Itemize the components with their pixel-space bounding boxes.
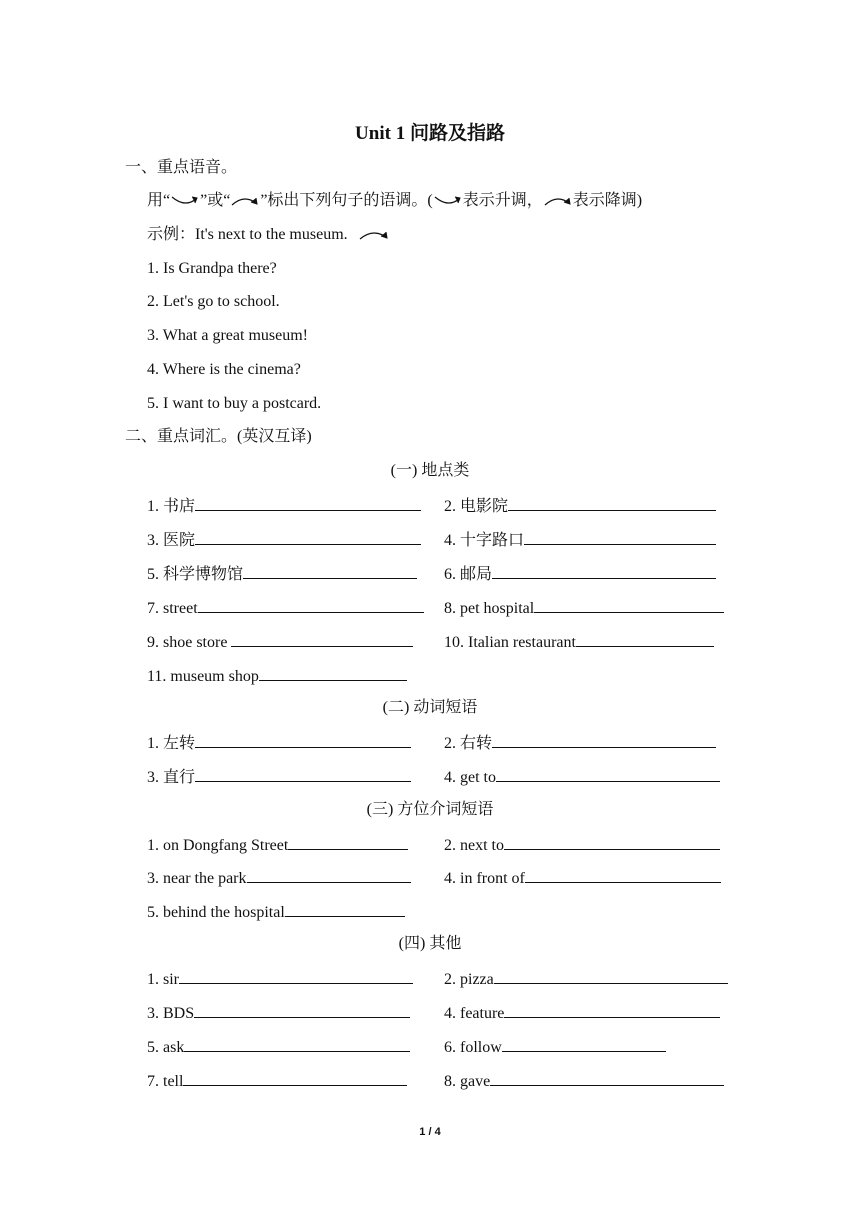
answer-blank[interactable] [198, 597, 424, 613]
sentence-item: 3. What a great museum! [147, 327, 308, 344]
rising-tone-arrow-icon [433, 194, 463, 208]
rising-tone-arrow-icon [170, 194, 200, 208]
vocab-item: 3. 直行 [147, 766, 411, 788]
answer-blank[interactable] [184, 1036, 410, 1052]
vocab-item: 6. 邮局 [444, 563, 716, 585]
vocab-item: 7. tell [147, 1070, 407, 1092]
page-number: 1 / 4 [419, 1126, 441, 1138]
answer-blank[interactable] [259, 665, 407, 681]
falling-tone-arrow-icon [358, 228, 390, 242]
answer-blank[interactable] [231, 631, 413, 647]
answer-blank[interactable] [492, 563, 716, 579]
answer-blank[interactable] [195, 766, 411, 782]
answer-blank[interactable] [195, 732, 411, 748]
sentence-item: 5. I want to buy a postcard. [147, 395, 322, 412]
vocab-item: 3. near the park [147, 867, 411, 889]
vocab-item: 4. in front of [444, 867, 721, 889]
sentence-item: 1. Is Grandpa there? [147, 260, 277, 277]
answer-blank[interactable] [504, 834, 720, 850]
vocab-item: 4. feature [444, 1002, 720, 1024]
answer-blank[interactable] [502, 1036, 666, 1052]
sentence-item: 4. Where is the cinema? [147, 361, 301, 378]
answer-blank[interactable] [247, 867, 411, 883]
vocab-item: 5. ask [147, 1036, 410, 1058]
section1-heading: 一、重点语音。 [125, 159, 238, 176]
vocab-item: 3. 医院 [147, 529, 421, 551]
vocab-item: 1. 左转 [147, 732, 411, 754]
vocab-item: 9. shoe store [147, 631, 413, 653]
answer-blank[interactable] [576, 631, 714, 647]
vocab-item: 3. BDS [147, 1002, 410, 1024]
group-title-others: (四) 其他 [398, 935, 462, 952]
page-title: Unit 1 问路及指路 [355, 123, 505, 144]
vocab-item: 8. gave [444, 1070, 724, 1092]
vocab-item: 7. street [147, 597, 424, 619]
answer-blank[interactable] [288, 834, 408, 850]
example-line: 示例：It's next to the museum. [147, 225, 390, 245]
falling-tone-arrow-icon [543, 194, 573, 208]
answer-blank[interactable] [179, 968, 413, 984]
answer-blank[interactable] [524, 529, 716, 545]
answer-blank[interactable] [534, 597, 724, 613]
vocab-item: 2. pizza [444, 968, 728, 990]
vocab-item: 1. 书店 [147, 495, 421, 517]
answer-blank[interactable] [508, 495, 716, 511]
answer-blank[interactable] [496, 766, 720, 782]
answer-blank[interactable] [195, 529, 421, 545]
answer-blank[interactable] [525, 867, 721, 883]
answer-blank[interactable] [490, 1070, 724, 1086]
answer-blank[interactable] [504, 1002, 720, 1018]
section2-heading: 二、重点词汇。(英汉互译) [125, 428, 312, 445]
section1-instruction: 用“ ”或“ ”标出下列句子的语调。( 表示升调， 表示降调) [147, 192, 643, 209]
group-title-places: (一) 地点类 [390, 462, 470, 479]
vocab-item: 1. sir [147, 968, 413, 990]
answer-blank[interactable] [494, 968, 728, 984]
vocab-item: 2. next to [444, 834, 720, 856]
answer-blank[interactable] [194, 1002, 410, 1018]
answer-blank[interactable] [195, 495, 421, 511]
answer-blank[interactable] [492, 732, 716, 748]
vocab-item: 1. on Dongfang Street [147, 834, 408, 856]
answer-blank[interactable] [285, 901, 405, 917]
vocab-item: 10. Italian restaurant [444, 631, 714, 653]
answer-blank[interactable] [243, 563, 417, 579]
vocab-item: 2. 右转 [444, 732, 716, 754]
vocab-item: 11. museum shop [147, 665, 407, 687]
vocab-item: 4. get to [444, 766, 720, 788]
vocab-item: 5. behind the hospital [147, 901, 405, 923]
group-title-verb-phrases: (二) 动词短语 [382, 699, 478, 716]
vocab-item: 8. pet hospital [444, 597, 724, 619]
answer-blank[interactable] [183, 1070, 407, 1086]
vocab-item: 2. 电影院 [444, 495, 716, 517]
group-title-prepositions: (三) 方位介词短语 [366, 801, 494, 818]
vocab-item: 6. follow [444, 1036, 666, 1058]
vocab-item: 4. 十字路口 [444, 529, 716, 551]
falling-tone-arrow-icon [230, 194, 260, 208]
sentence-item: 2. Let's go to school. [147, 293, 280, 310]
vocab-item: 5. 科学博物馆 [147, 563, 417, 585]
